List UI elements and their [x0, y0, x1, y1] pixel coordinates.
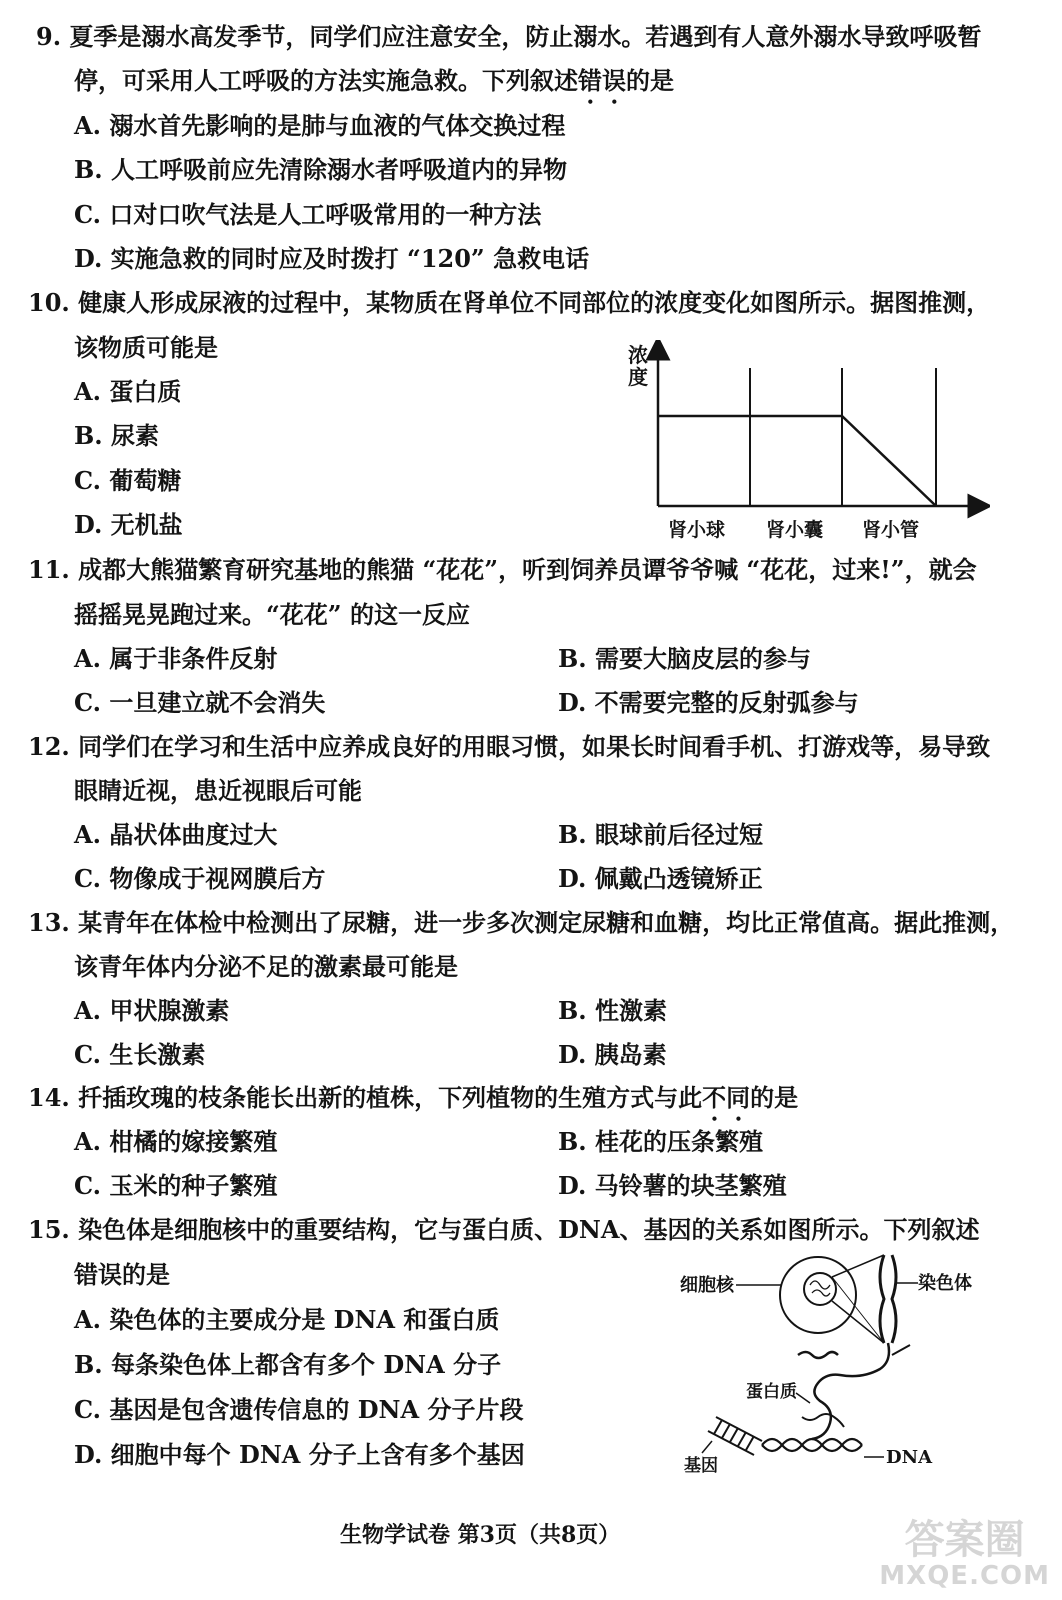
q9-option-b: B. 人工呼吸前应先清除溺水者呼吸道内的异物	[74, 155, 567, 184]
q10-option-a: A. 蛋白质	[74, 377, 182, 406]
q15-option-b: B. 每条染色体上都含有多个 DNA 分子	[74, 1350, 502, 1379]
q13-option-a: A. 甲状腺激素	[74, 996, 230, 1025]
q10-option-d: D. 无机盐	[74, 510, 183, 539]
q11-stem-line2: 摇摇晃晃跑过来。“花花” 的这一反应	[74, 600, 470, 629]
label-dna: DNA	[886, 1447, 933, 1468]
q10-stem-line1: 10. 健康人形成尿液的过程中，某物质在肾单位不同部位的浓度变化如图所示。据图推测，	[28, 288, 991, 317]
coil-detail	[798, 1352, 838, 1358]
q9-option-d: D. 实施急救的同时应及时拨打 “120” 急救电话	[74, 244, 590, 273]
nucleus-chromatin	[810, 1281, 830, 1296]
q15-option-c: C. 基因是包含遗传信息的 DNA 分子片段	[74, 1395, 524, 1424]
concentration-graph	[620, 340, 990, 550]
chromosome-shape	[880, 1255, 896, 1343]
q11-option-d: D. 不需要完整的反射弧参与	[558, 688, 859, 717]
q15-stem-line1: 15. 染色体是细胞核中的重要结构，它与蛋白质、DNA、基因的关系如图所示。下列叙述	[28, 1215, 980, 1244]
tail-right	[892, 1345, 910, 1355]
emphasis-different: 不同	[702, 1083, 751, 1112]
cell-outline	[780, 1257, 856, 1333]
x-label-tubule: 肾小管	[862, 519, 920, 541]
watermark-logo-text: 答案圈	[904, 1517, 1025, 1563]
q9-option-c: C. 口对口吹气法是人工呼吸常用的一种方法	[74, 200, 542, 229]
q14-option-d: D. 马铃薯的块茎繁殖	[558, 1171, 787, 1200]
watermark-url: MXQE.COM	[879, 1561, 1050, 1591]
q11-option-a: A. 属于非条件反射	[74, 644, 278, 673]
label-protein: 蛋白质	[746, 1382, 797, 1402]
q13-stem-line1: 13. 某青年在体检中检测出了尿糖，进一步多次测定尿糖和血糖，均比正常值高。据此推测，	[28, 908, 1015, 937]
x-label-capsule: 肾小囊	[766, 519, 824, 541]
q12-stem-line1: 12. 同学们在学习和生活中应养成良好的用眼习惯，如果长时间看手机、打游戏等，易导致	[28, 732, 991, 761]
q11-option-c: C. 一旦建立就不会消失	[74, 688, 326, 717]
q10-option-c: C. 葡萄糖	[74, 466, 182, 495]
q9-option-a: A. 溺水首先影响的是肺与血液的气体交换过程	[74, 111, 566, 140]
zoom-line-top	[832, 1255, 884, 1277]
q12-option-a: A. 晶状体曲度过大	[74, 820, 278, 849]
label-chromosome: 染色体	[918, 1273, 972, 1294]
q11-option-b: B. 需要大脑皮层的参与	[558, 644, 811, 673]
q15-option-d: D. 细胞中每个 DNA 分子上含有多个基因	[74, 1440, 525, 1469]
chromosome-diagram	[678, 1245, 988, 1490]
zoom-line-bottom	[832, 1301, 884, 1343]
label-cell-nucleus: 细胞核	[680, 1275, 734, 1296]
q14-option-a: A. 柑橘的嫁接繁殖	[74, 1127, 278, 1156]
q10-option-b: B. 尿素	[74, 421, 159, 450]
gene-rail-bottom	[708, 1431, 754, 1455]
q14-stem: 14. 扦插玫瑰的枝条能长出新的植株，下列植物的生殖方式与此不同的是	[28, 1083, 799, 1112]
q14-option-b: B. 桂花的压条繁殖	[558, 1127, 763, 1156]
q13-option-c: C. 生长激素	[74, 1040, 206, 1069]
q11-stem-line1: 11. 成都大熊猫繁育研究基地的熊猫 “花花”，听到饲养员谭爷爷喊 “花花，过来!”，就会	[28, 555, 977, 584]
y-label-2: 度	[628, 365, 648, 389]
protein-pointer	[796, 1393, 810, 1403]
q12-option-c: C. 物像成于视网膜后方	[74, 864, 326, 893]
concentration-line	[658, 416, 936, 506]
q13-stem-line2: 该青年体内分泌不足的激素最可能是	[74, 952, 458, 981]
q13-option-d: D. 胰岛素	[558, 1040, 667, 1069]
q15-option-a: A. 染色体的主要成分是 DNA 和蛋白质	[74, 1305, 500, 1334]
q12-option-d: D. 佩戴凸透镜矫正	[558, 864, 763, 893]
gene-rung-5	[746, 1436, 754, 1450]
gene-rung-1	[714, 1420, 722, 1434]
zoom-line-cross	[832, 1277, 884, 1343]
q14-option-c: C. 玉米的种子繁殖	[74, 1171, 278, 1200]
emphasis-wrong: 错误	[578, 66, 626, 95]
q15-stem-line2: 错误的是	[74, 1260, 170, 1289]
page-footer: 生物学试卷 第3页（共8页）	[340, 1522, 621, 1548]
nucleus	[804, 1273, 836, 1305]
q13-option-b: B. 性激素	[558, 996, 667, 1025]
gene-rung-3	[730, 1428, 738, 1442]
watermark	[879, 1518, 1050, 1590]
label-gene: 基因	[684, 1456, 718, 1476]
y-label-1: 浓	[628, 343, 648, 367]
gene-segment	[708, 1417, 762, 1455]
x-label-glomerulus: 肾小球	[668, 519, 726, 541]
gene-rung-2	[722, 1424, 730, 1438]
gene-pointer	[702, 1441, 712, 1453]
gene-rung-4	[738, 1432, 746, 1446]
q9-stem-line2: 停，可采用人工呼吸的方法实施急救。下列叙述错误的是	[74, 66, 674, 95]
q9-stem-line1: 9. 夏季是溺水高发季节，同学们应注意安全，防止溺水。若遇到有人意外溺水导致呼吸暂	[36, 22, 982, 51]
q12-stem-line2: 眼睛近视，患近视眼后可能	[74, 776, 362, 805]
dna-strand-upper	[802, 1414, 844, 1427]
q12-option-b: B. 眼球前后径过短	[558, 820, 763, 849]
q10-stem-line2: 该物质可能是	[74, 333, 218, 362]
